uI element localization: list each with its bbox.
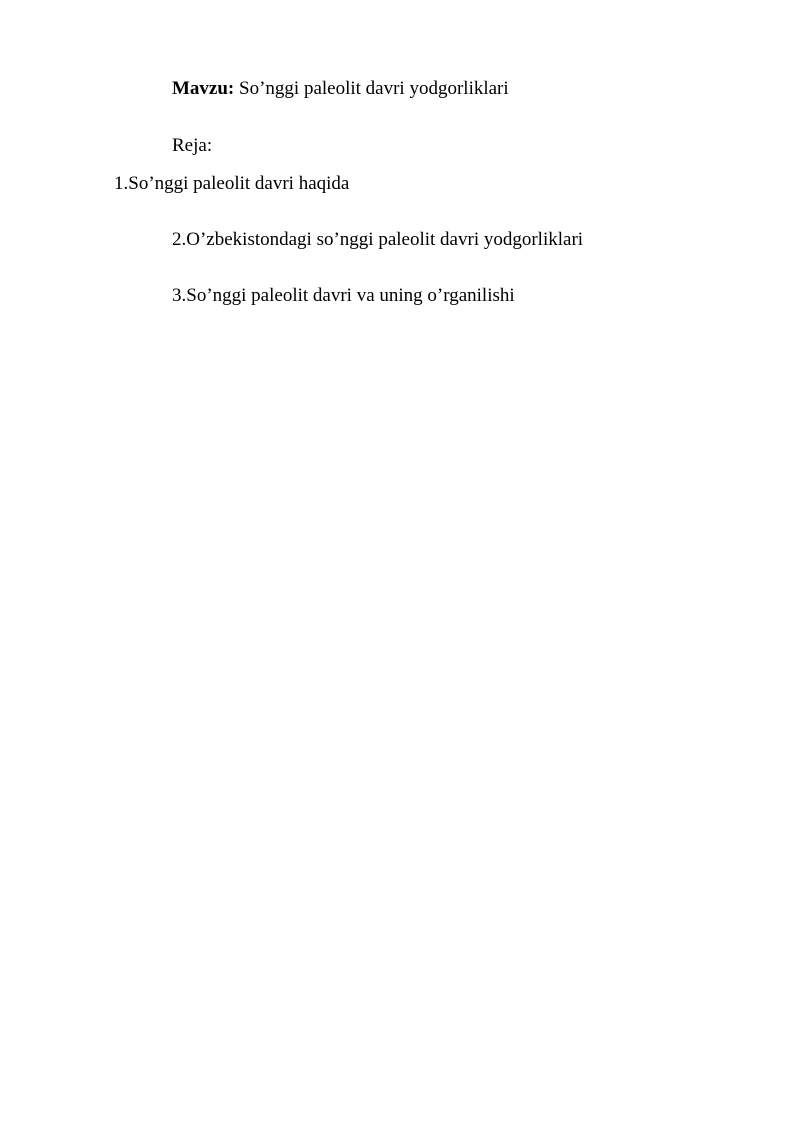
topic-label: Mavzu:: [172, 78, 235, 99]
plan-item-1: 1.So’nggi paleolit davri haqida: [114, 173, 350, 194]
topic-line: [172, 78, 509, 100]
plan-heading: Reja:: [172, 135, 213, 156]
plan-item-3: 3.So’nggi paleolit davri va uning o’rganilishi: [172, 285, 515, 306]
plan-item-2: 2.O’zbekistondagi so’nggi paleolit davri yodgorliklari: [172, 229, 584, 250]
topic-title: So’nggi paleolit davri yodgorliklari: [239, 78, 509, 99]
